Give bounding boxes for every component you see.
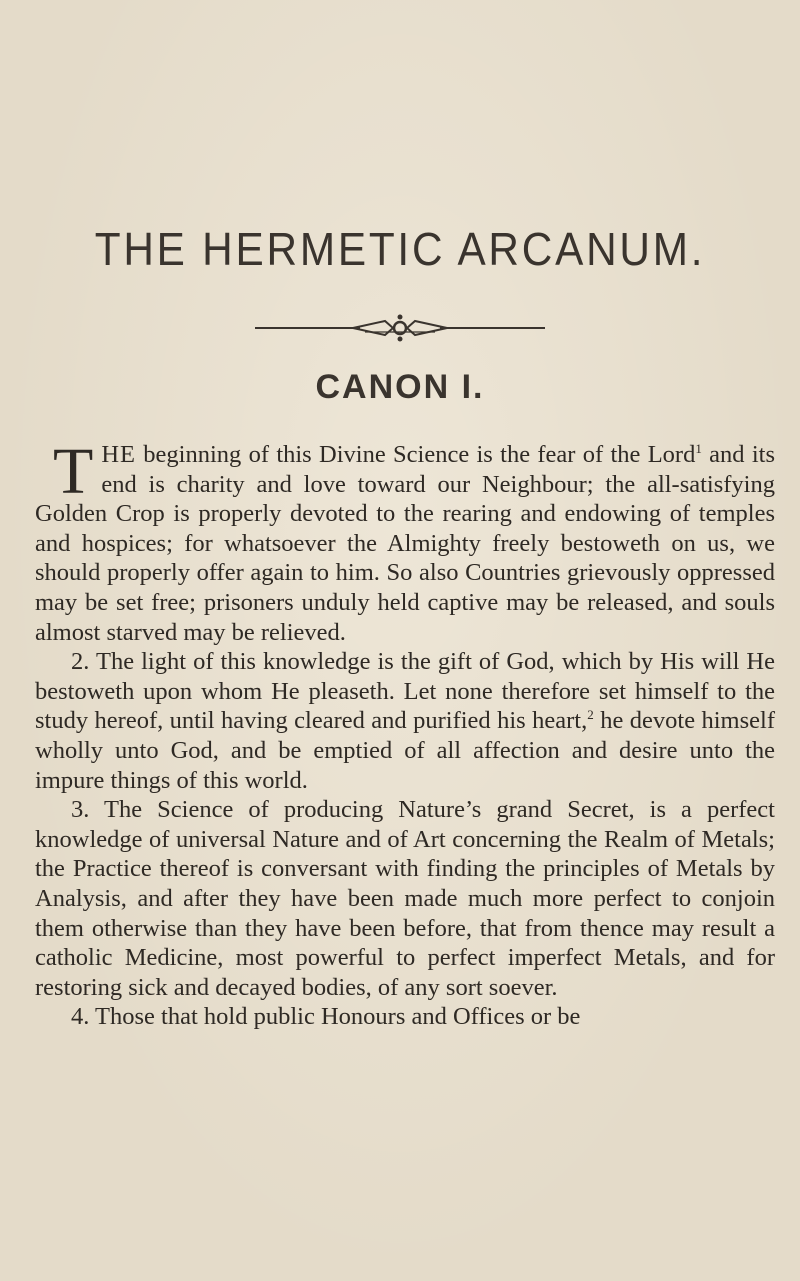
ornamental-rule-icon bbox=[255, 312, 545, 342]
paragraph-1-text-a: beginning of this Divine Science is the fear of the Lord bbox=[136, 441, 696, 468]
paragraph-4-text: 4. Those that hold public Honours and Offices or be bbox=[71, 1003, 581, 1031]
paragraph-2-text-b: he devote himself wholly unto God, and be emptied of all affection and desire unto the impure things of this world. bbox=[35, 707, 775, 794]
drop-cap: T bbox=[53, 435, 94, 508]
paragraph-2 bbox=[35, 647, 775, 795]
paragraph-4 bbox=[35, 1002, 775, 1032]
body-text bbox=[35, 435, 775, 1032]
paragraph-1-text-b: and its end is charity and love toward our Neighbour; the all-satisfying Golden Crop is properly devoted to the rearing and endowing of temples and hospices; for whatsoever the Almighty freely bestoweth on us, we should properly offer again to him. So also Countries grievously oppressed may be set free; prisoners unduly held captive may be released, and souls almost starved may be relieved. bbox=[35, 441, 775, 646]
paragraph-1 bbox=[35, 435, 775, 647]
paragraph-3-text: 3. The Science of producing Nature’s grand Secret, is a perfect knowledge of universal Nature and of Art concerning the Realm of Metals; the Practice thereof is conversant with finding the principles of Metals by Analysis, and after they have been made much more perfect to conjoin them otherwise than they have been before, that from thence may result a catholic Medicine, most powerful to perfect imperfect Metals, and for restoring sick and decayed bodies, of any sort soever. bbox=[35, 796, 775, 1001]
canon-heading: CANON I. bbox=[315, 368, 485, 406]
paragraph-3 bbox=[35, 795, 775, 1002]
footnote-ref-2: 2 bbox=[587, 707, 594, 723]
lead-word: HE bbox=[101, 441, 136, 468]
paragraph-2-text-a: 2. The light of this knowledge is the gift of God, which by His will He bestoweth upon whom He pleaseth. Let none therefore set himself to the study hereof, until having cleared and purified his heart, bbox=[35, 648, 775, 735]
footnote-ref-1: 1 bbox=[695, 440, 702, 456]
page-title: THE HERMETIC ARCANUM. bbox=[94, 223, 706, 275]
